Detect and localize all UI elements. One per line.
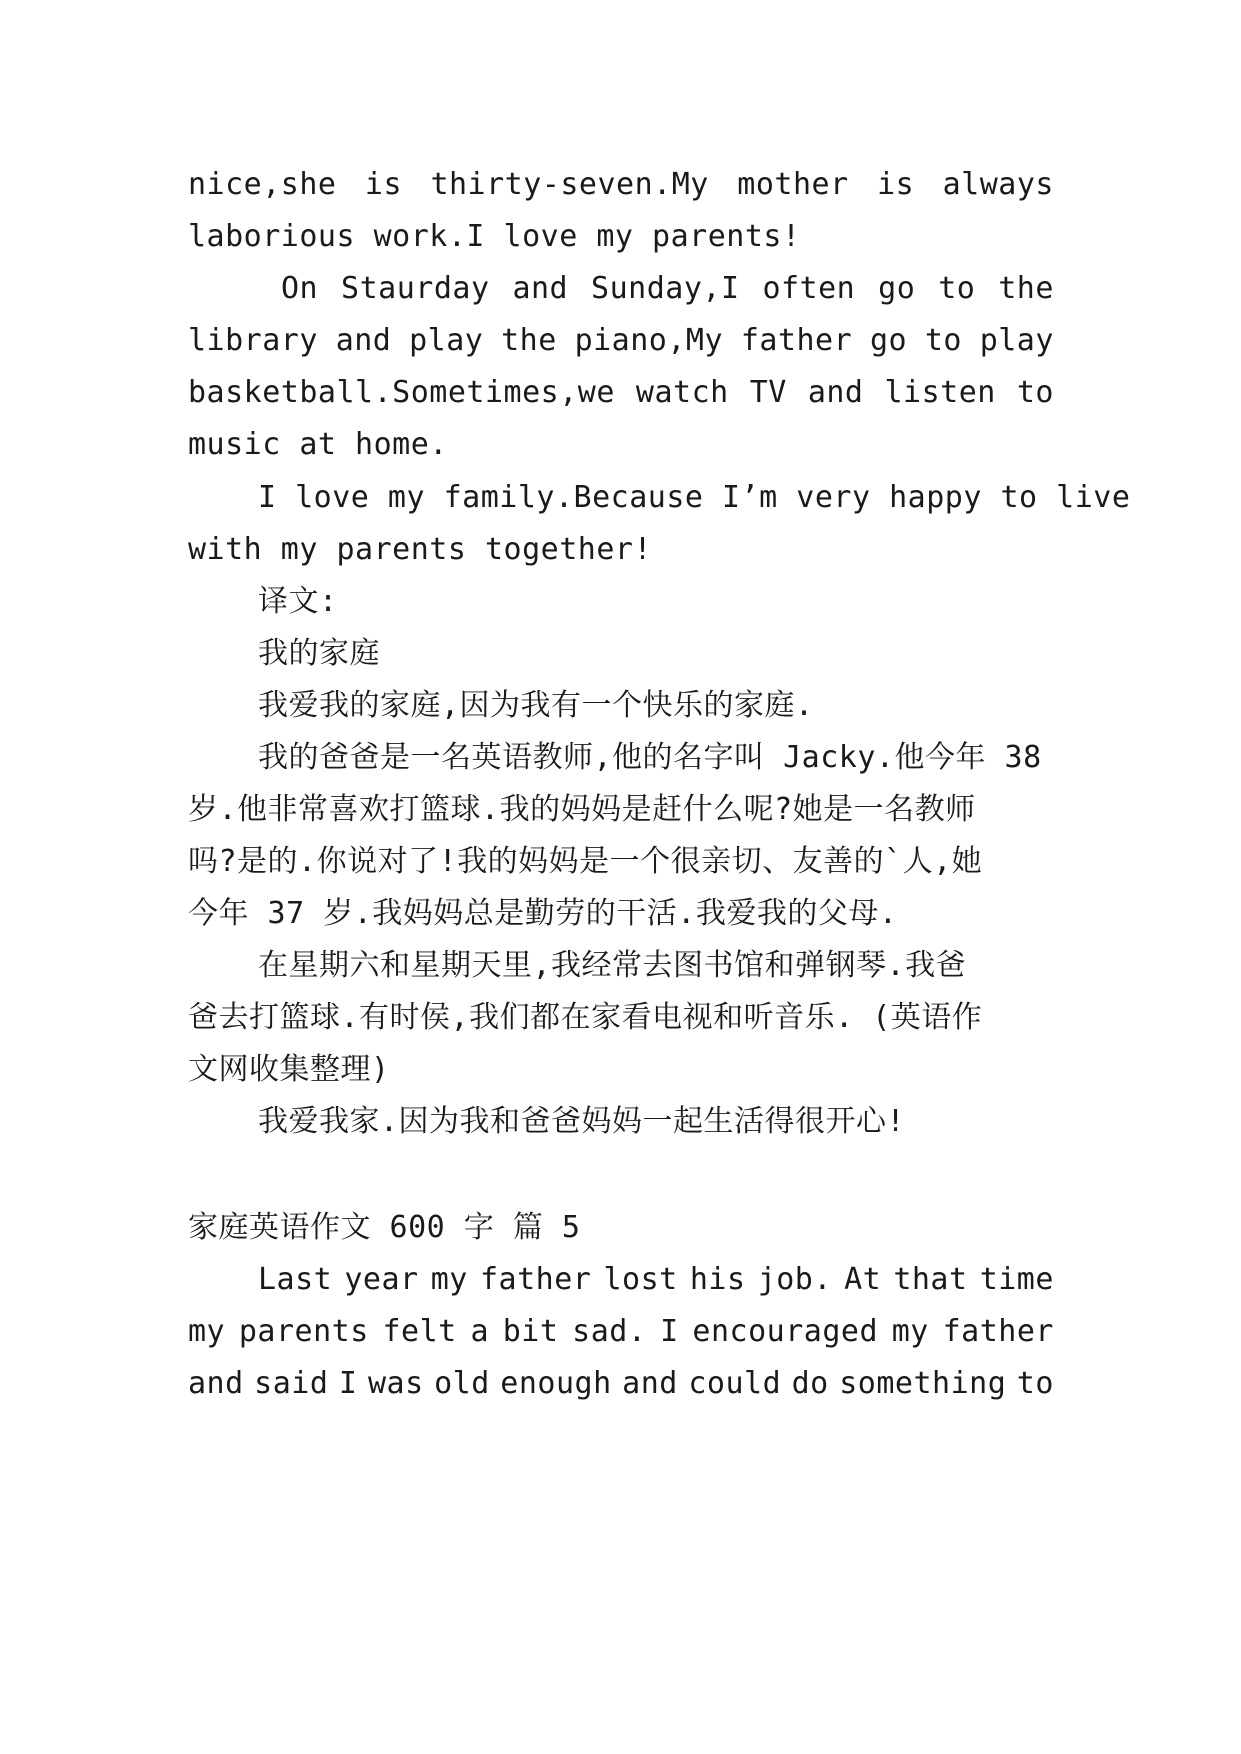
para2-line3 — [188, 373, 1054, 413]
translation-label: 译文: — [258, 584, 338, 619]
word: said — [254, 1366, 329, 1401]
para2-line1 — [188, 269, 1054, 309]
para1-line1 — [188, 165, 1054, 205]
word: encouraged — [692, 1314, 879, 1349]
word: mother — [737, 167, 849, 202]
word: sad. — [572, 1314, 647, 1349]
word: bit — [502, 1314, 559, 1349]
word: play — [409, 323, 484, 358]
cn-para1: 我爱我的家庭,因为我有一个快乐的家庭. — [258, 688, 814, 723]
cn-para2-line2: 岁.他非常喜欢打篮球.我的妈妈是赶什么呢?她是一名教师 — [188, 792, 976, 827]
cn-para4: 我爱我家.因为我和爸爸妈妈一起生活得很开心! — [258, 1104, 906, 1139]
word: and — [622, 1366, 678, 1401]
para3-line1: I love my family.Because I’m very happy to live — [258, 480, 1131, 515]
cn-para3-line3: 文网收集整理) — [188, 1052, 390, 1087]
word: do — [791, 1366, 829, 1401]
word: listen — [884, 375, 996, 410]
word: lost — [603, 1262, 678, 1297]
word: the — [501, 323, 557, 358]
word: nice,she — [188, 167, 337, 202]
word: was — [367, 1366, 424, 1401]
word: basketball.Sometimes,we — [188, 375, 615, 410]
word: always — [942, 167, 1054, 202]
para5-line1 — [188, 1260, 1054, 1300]
word: I — [338, 1366, 358, 1401]
word: Last — [258, 1262, 333, 1297]
translation-title: 我的家庭 — [258, 636, 380, 671]
cn-para2-line1: 我的爸爸是一名英语教师,他的名字叫 Jacky.他今年 38 — [258, 740, 1042, 775]
word: Sunday,I — [591, 271, 740, 306]
word: Staurday — [341, 271, 490, 306]
para3-line2: with my parents together! — [188, 532, 653, 567]
para5-line3 — [188, 1364, 1054, 1404]
section-heading: 家庭英语作文 600 字 篇 5 — [188, 1210, 581, 1245]
word: could — [688, 1366, 782, 1401]
word: often — [762, 271, 856, 306]
word: job. — [757, 1262, 832, 1297]
word: to — [938, 271, 976, 306]
word: is — [364, 167, 403, 202]
word: and — [188, 1366, 244, 1401]
word: something — [839, 1366, 1007, 1401]
word: parents — [238, 1314, 369, 1349]
para2-line4: music at home. — [188, 427, 448, 462]
word: is — [877, 167, 915, 202]
word: felt — [382, 1314, 457, 1349]
word: On — [281, 271, 319, 306]
word: my — [430, 1262, 468, 1297]
word: that — [893, 1262, 968, 1297]
word: go — [878, 271, 916, 306]
word: piano,My — [574, 323, 724, 358]
word: a — [470, 1314, 490, 1349]
word: old — [434, 1366, 490, 1401]
word: his — [689, 1262, 746, 1297]
word: to — [924, 323, 962, 358]
word: and — [807, 375, 864, 410]
cn-para2-line3: 吗?是的.你说对了!我的妈妈是一个很亲切、友善的`人,她 — [188, 844, 983, 879]
word: time — [979, 1262, 1054, 1297]
word: the — [998, 271, 1054, 306]
word: father — [942, 1314, 1054, 1349]
word: my — [891, 1314, 929, 1349]
word: thirty-seven.My — [430, 167, 709, 202]
word: father — [480, 1262, 592, 1297]
para2-line2 — [188, 321, 1054, 361]
word: to — [1016, 375, 1054, 410]
word: enough — [500, 1366, 612, 1401]
word: library — [188, 323, 318, 358]
word: TV — [749, 375, 787, 410]
cn-para3-line1: 在星期六和星期天里,我经常去图书馆和弹钢琴.我爸 — [258, 948, 967, 983]
word: year — [344, 1262, 419, 1297]
cn-para2-line4: 今年 37 岁.我妈妈总是勤劳的干活.我爱我的父母. — [188, 896, 898, 931]
para5-line2 — [188, 1312, 1054, 1352]
word: watch — [635, 375, 729, 410]
word: father — [740, 323, 853, 358]
word: play — [979, 323, 1054, 358]
word: and — [512, 271, 569, 306]
para1-line2: laborious work.I love my parents! — [188, 219, 801, 254]
word: go — [869, 323, 908, 358]
word: I — [660, 1314, 679, 1349]
word: At — [844, 1262, 882, 1297]
word: and — [335, 323, 392, 358]
word: my — [188, 1314, 226, 1349]
word: to — [1016, 1366, 1054, 1401]
cn-para3-line2: 爸去打篮球.有时侯,我们都在家看电视和听音乐. (英语作 — [188, 1000, 983, 1035]
